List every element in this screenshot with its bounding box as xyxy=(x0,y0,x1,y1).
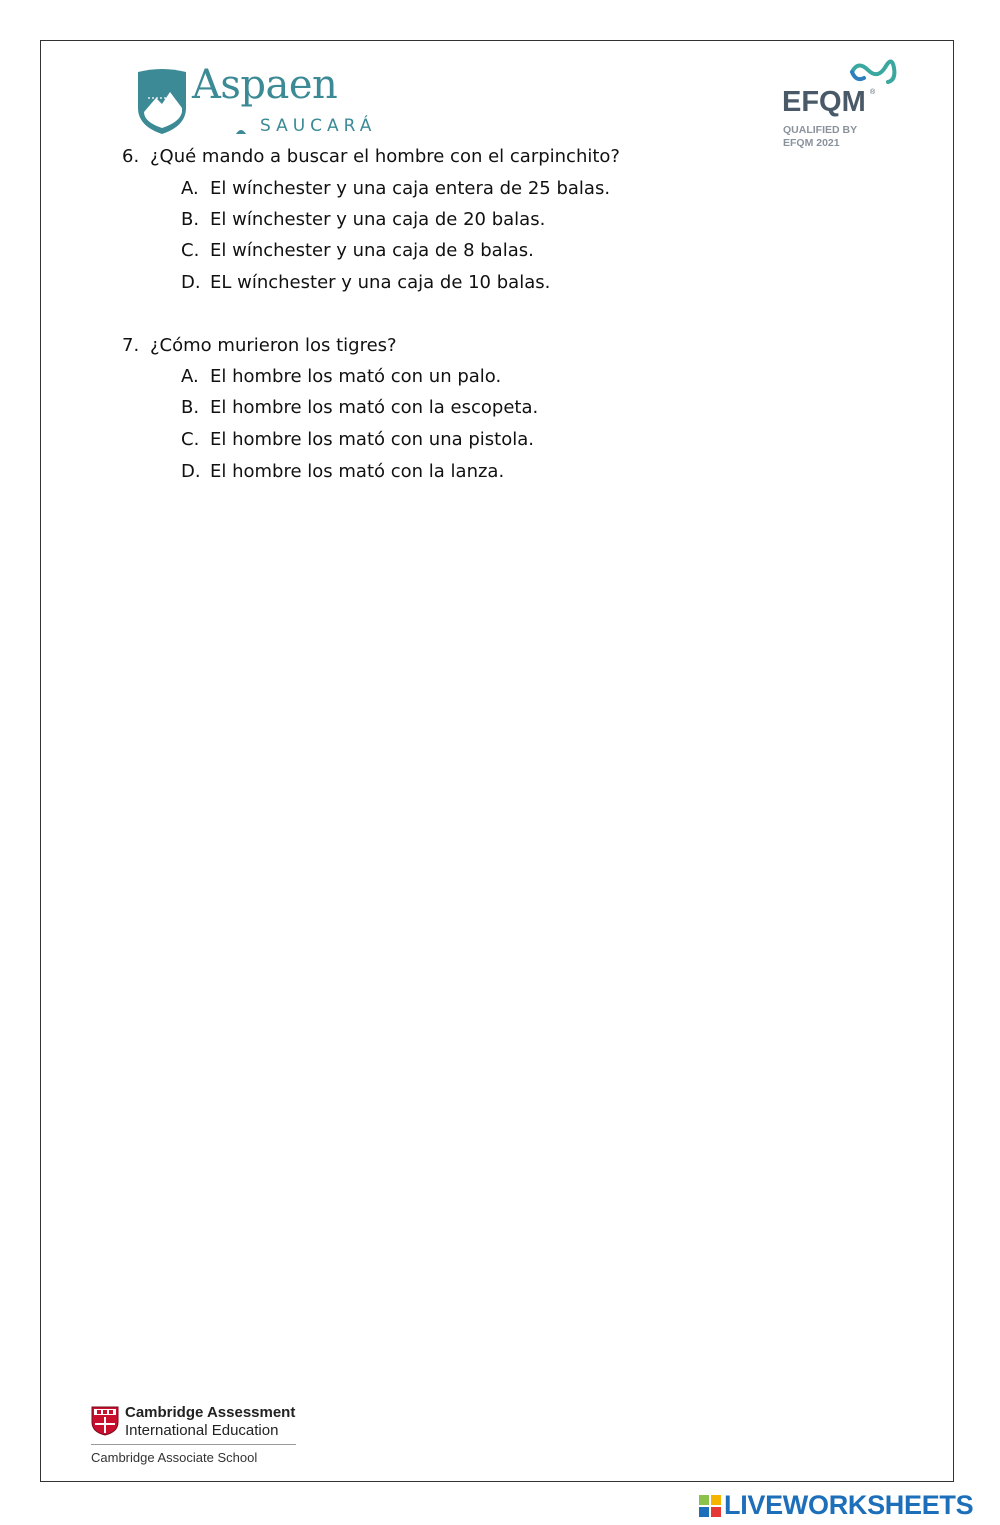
option-letter: D. xyxy=(181,461,201,482)
aspaen-logo xyxy=(136,62,386,138)
option-text: El wínchester y una caja entera de 25 balas. xyxy=(210,178,611,199)
question-7 xyxy=(122,335,397,356)
option-6a[interactable] xyxy=(181,178,610,199)
cambridge-subtitle: International Education xyxy=(125,1422,279,1439)
option-letter: A. xyxy=(181,366,199,387)
efqm-logo xyxy=(782,52,912,152)
cambridge-logo xyxy=(91,1404,331,1474)
question-text: ¿Qué mando a buscar el hombre con el carpinchito? xyxy=(150,146,620,167)
efqm-qualified-line: QUALIFIED BY xyxy=(783,124,858,136)
option-7a[interactable] xyxy=(181,366,501,387)
option-text: EL wínchester y una caja de 10 balas. xyxy=(210,272,551,293)
option-6c[interactable] xyxy=(181,240,534,261)
option-letter: A. xyxy=(181,178,199,199)
option-text: El wínchester y una caja de 20 balas. xyxy=(210,209,546,230)
question-6 xyxy=(122,146,620,167)
efqm-trademark: ® xyxy=(870,89,876,96)
efqm-year-line: EFQM 2021 xyxy=(783,137,840,149)
efqm-wordmark: EFQM xyxy=(782,86,866,118)
option-7d[interactable] xyxy=(181,461,504,482)
option-letter: C. xyxy=(181,429,200,450)
option-text: El hombre los mató con la escopeta. xyxy=(210,397,539,418)
question-number: 7. xyxy=(122,335,140,356)
option-text: El hombre los mató con una pistola. xyxy=(210,429,534,450)
cambridge-school-label: Cambridge Associate School xyxy=(91,1450,258,1465)
question-text: ¿Cómo murieron los tigres? xyxy=(150,335,397,356)
option-text: El hombre los mató con un palo. xyxy=(210,366,502,387)
aspaen-dot-icon xyxy=(236,126,246,134)
option-7c[interactable] xyxy=(181,429,534,450)
option-6d[interactable] xyxy=(181,272,550,293)
option-letter: B. xyxy=(181,397,200,418)
cambridge-crest-icon xyxy=(91,1406,119,1436)
option-text: El wínchester y una caja de 8 balas. xyxy=(210,240,534,261)
liveworksheets-icon xyxy=(699,1495,721,1517)
aspaen-subtitle: SAUCARÁ xyxy=(260,116,377,136)
option-text: El hombre los mató con la lanza. xyxy=(210,461,505,482)
cambridge-divider xyxy=(91,1444,296,1445)
option-letter: C. xyxy=(181,240,200,261)
question-number: 6. xyxy=(122,146,140,167)
option-7b[interactable] xyxy=(181,397,538,418)
option-letter: B. xyxy=(181,209,200,230)
aspaen-shield-icon xyxy=(136,68,188,136)
option-letter: D. xyxy=(181,272,201,293)
efqm-ribbon-icon xyxy=(848,52,898,86)
aspaen-wordmark: Aspaen xyxy=(192,62,338,108)
liveworksheets-text: LIVEWORKSHEETS xyxy=(724,1490,974,1520)
cambridge-title: Cambridge Assessment xyxy=(125,1404,296,1421)
option-6b[interactable] xyxy=(181,209,545,230)
